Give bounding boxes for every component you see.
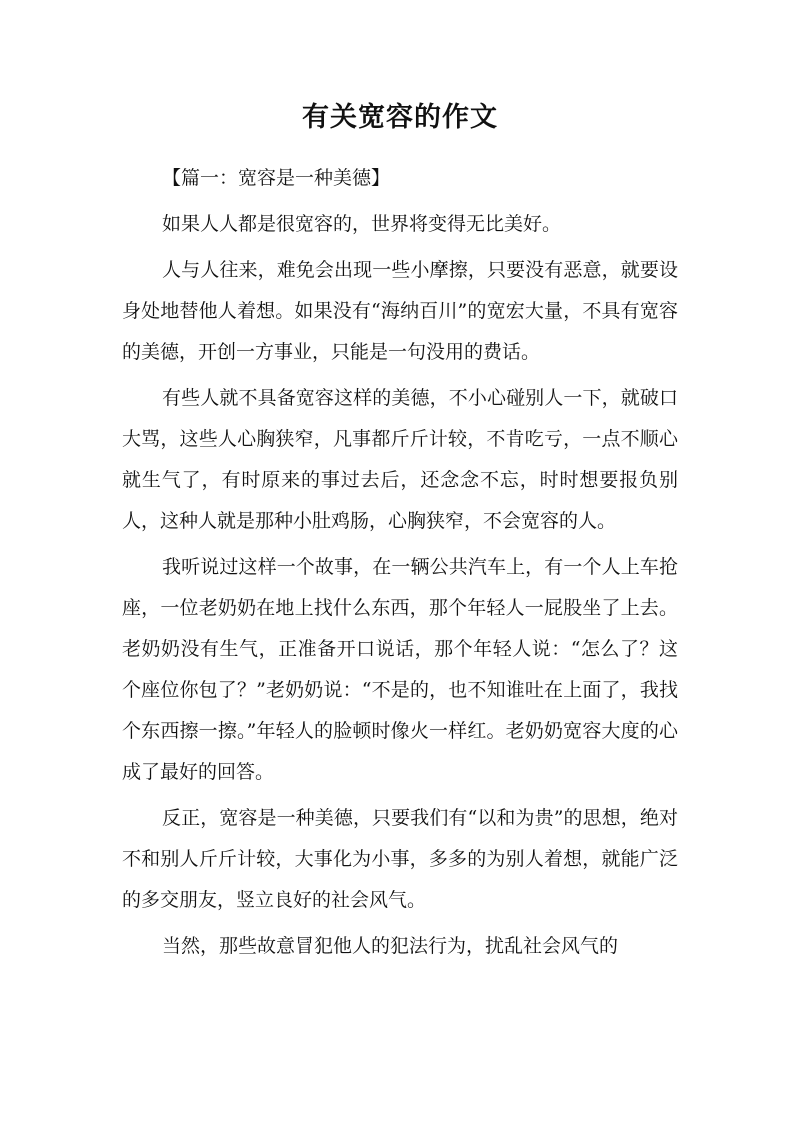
paragraph-4: 我听说过这样一个故事，在一辆公共汽车上，有一个人上车抢座，一位老奶奶在地上找什么东西，那个年轻人一屁股坐了上去。老奶奶没有生气，正准备开口说话，那个年轻人说：“怎么了？这个座位你包了？”老奶奶说：“不是的，也不知谁吐在上面了，我找个东西擦一擦。”年轻人的脸顿时像火一样红。老奶奶宽容大度的心成了最好的回答。 bbox=[122, 556, 678, 783]
section-heading: 【篇一：宽容是一种美德】 bbox=[162, 167, 391, 189]
paragraph-2: 人与人往来，难免会出现一些小摩擦，只要没有恶意，就要设身处地替他人着想。如果没有“海纳百川”的宽宏大量，不具有宽容的美德，开创一方事业，只能是一句没用的费话。 bbox=[122, 259, 678, 363]
paragraph-3: 有些人就不具备宽容这样的美德，不小心碰别人一下，就破口大骂，这些人心胸狭窄，凡事都斤斤计较，不肯吃亏，一点不顺心就生气了，有时原来的事过去后，还念念不忘，时时想要报负别人，这种人就是那种小肚鸡肠，心胸狭窄，不会宽容的人。 bbox=[122, 387, 678, 532]
paragraph-1: 如果人人都是很宽容的，世界将变得无比美好。 bbox=[162, 213, 562, 235]
paragraph-5: 反正，宽容是一种美德，只要我们有“以和为贵”的思想，绝对不和别人斤斤计较，大事化为小事，多多的为别人着想，就能广泛的多交朋友，竖立良好的社会风气。 bbox=[122, 807, 678, 911]
paragraph-6: 当然，那些故意冒犯他人的犯法行为，扰乱社会风气的 bbox=[162, 935, 619, 957]
document-title: 有关宽容的作文 bbox=[302, 102, 498, 133]
